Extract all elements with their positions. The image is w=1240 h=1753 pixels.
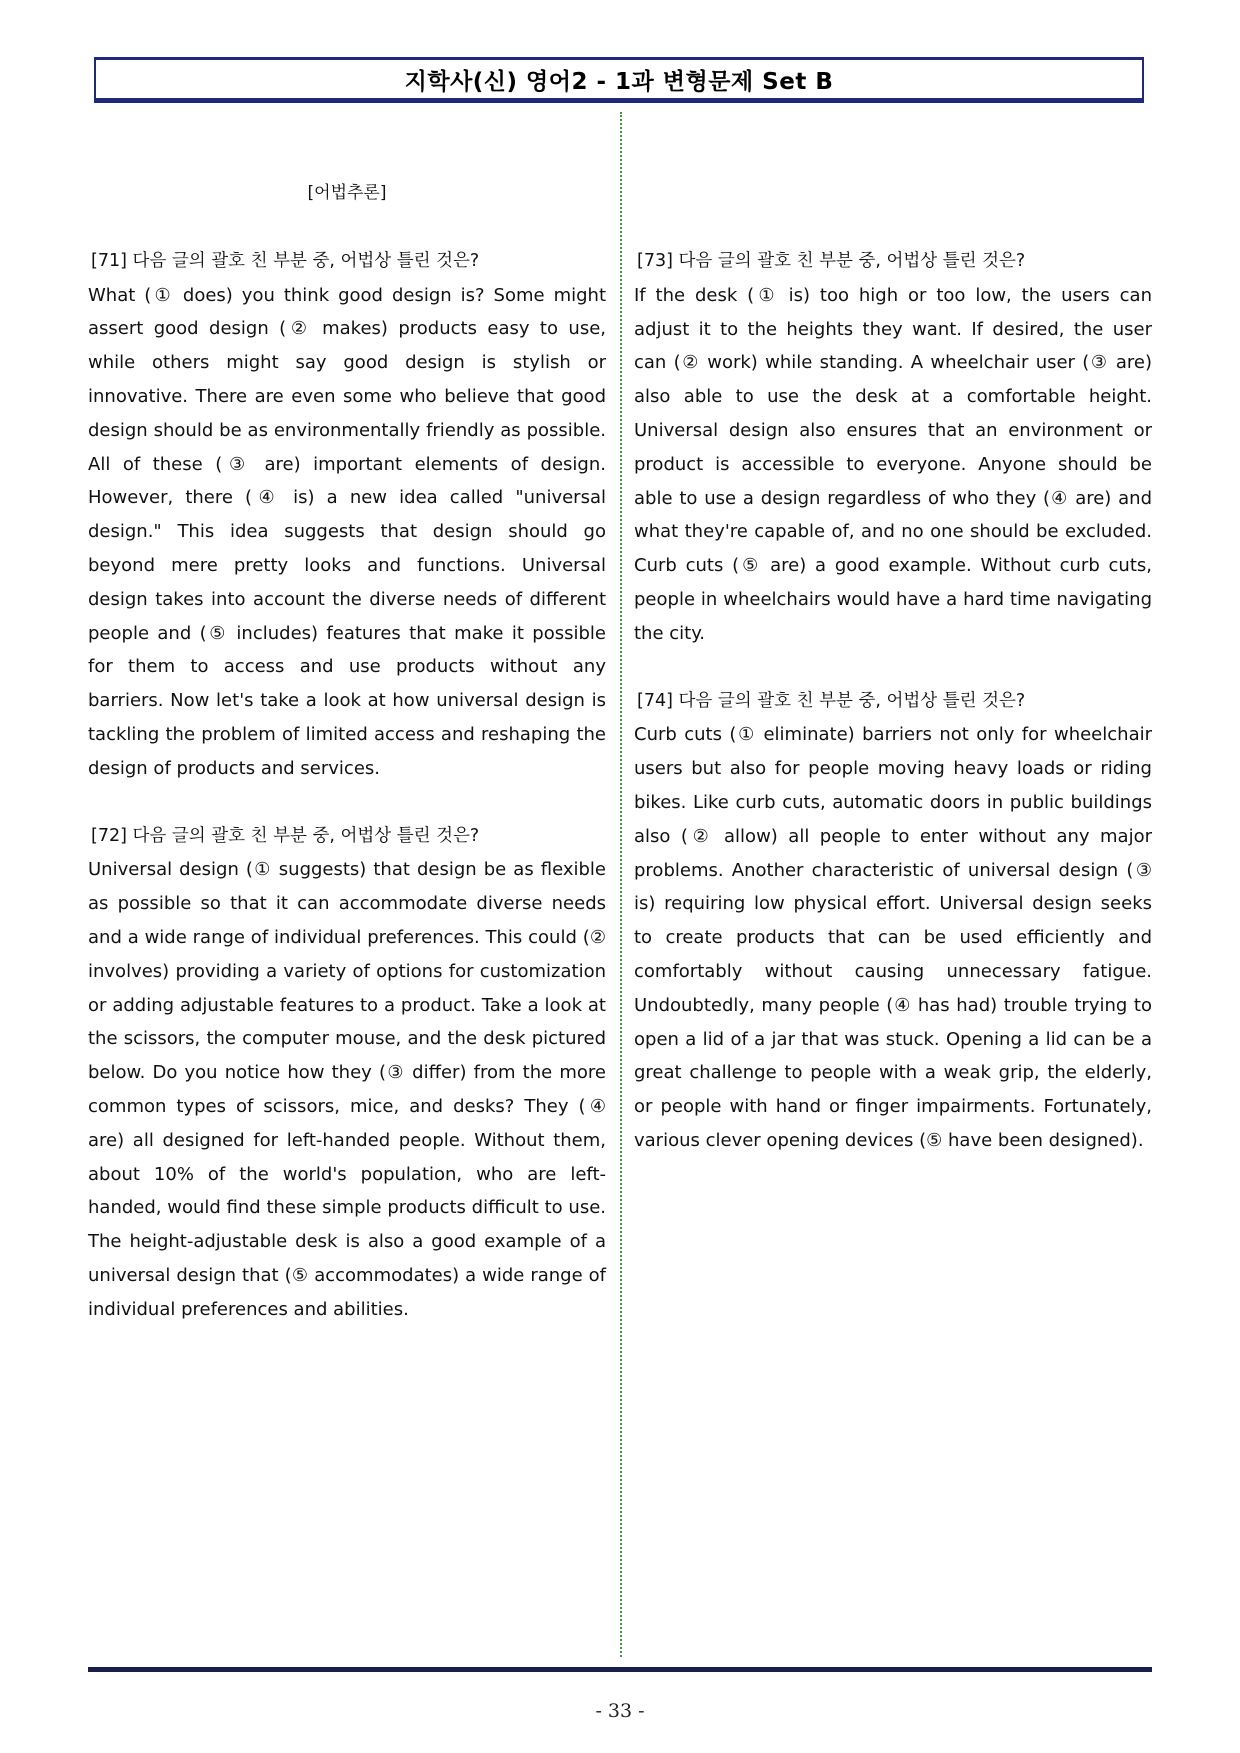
section-label: [어법추론] (307, 183, 387, 203)
page-title: 지학사(신) 영어2 - 1과 변형문제 Set B (404, 68, 834, 95)
question-title: [72] 다음 글의 괄호 친 부분 중, 어법상 틀린 것은? (91, 825, 480, 846)
question-title: [73] 다음 글의 괄호 친 부분 중, 어법상 틀린 것은? (637, 251, 1026, 271)
question-title: [74] 다음 글의 괄호 친 부분 중, 어법상 틀린 것은? (637, 690, 1026, 711)
page-number: - 33 - (595, 1700, 645, 1722)
footer-rule (88, 1667, 1152, 1672)
question-title: [71] 다음 글의 괄호 친 부분 중, 어법상 틀린 것은? (91, 250, 480, 271)
column-divider (620, 112, 622, 1657)
question-74 (634, 685, 1152, 1158)
question-passage: Curb cuts (① eliminate) barriers not only for wheelchair users but also for people moving heavy loads or riding bikes. Like curb cuts, automatic doors in public buildings also (② allow) all people to enter without any major problems. Another characteristic of universal design (③ is) requiring low physical effort. Universal design seeks to create products that can be used efficiently and comfortably without causing unnecessary fatigue. Undoubtedly, many people (④ has had) trouble trying to open a lid of a jar that was stuck. Opening a lid can be a great challenge to people with a weak grip, the elderly, or people with hand or finger impairments. Fortunately, various clever opening devices (⑤ have been designed). (634, 724, 1152, 1151)
question-71 (88, 245, 606, 786)
right-column (634, 245, 1152, 1192)
question-72 (88, 820, 606, 1327)
left-column (88, 177, 606, 1361)
question-passage: What (① does) you think good design is? Some might assert good design (② makes) products easy to use, while others might say good design is stylish or innovative. There are even some who believe that good design should be as environmentally friendly as possible. All of these (③ are) important elements of design. However, there (④ is) a new idea called "universal design." This idea suggests that design should go beyond mere pretty looks and functions. Universal design takes into account the diverse needs of different people and (⑤ includes) features that make it possible for them to access and use products without any barriers. Now let's take a look at how universal design is tackling the problem of limited access and reshaping the design of products and services. (88, 284, 606, 779)
question-passage: If the desk (① is) too high or too low, the users can adjust it to the heights they want. If desired, the user can (② work) while standing. A wheelchair user (③ are) also able to use the desk at a comfortable height. Universal design also ensures that an environment or product is accessible to everyone. Anyone should be able to use a design regardless of who they (④ are) and what they're capable of, and no one should be excluded. Curb cuts (⑤ are) a good example. Without curb cuts, people in wheelchairs would have a hard time navigating the city. (634, 284, 1152, 644)
header-box (94, 57, 1144, 103)
question-73 (634, 245, 1152, 651)
question-passage: Universal design (① suggests) that design be as flexible as possible so that it can accommodate diverse needs and a wide range of individual preferences. This could (② involves) providing a variety of options for customization or adding adjustable features to a product. Take a look at the scissors, the computer mouse, and the desk pictured below. Do you notice how they (③ differ) from the more common types of scissors, mice, and desks? They (④ are) all designed for left-handed people. Without them, about 10% of the world's population, who are left-handed, would find these simple products difficult to use. The height-adjustable desk is also a good example of a universal design that (⑤ accommodates) a wide range of individual preferences and abilities. (88, 859, 606, 1320)
